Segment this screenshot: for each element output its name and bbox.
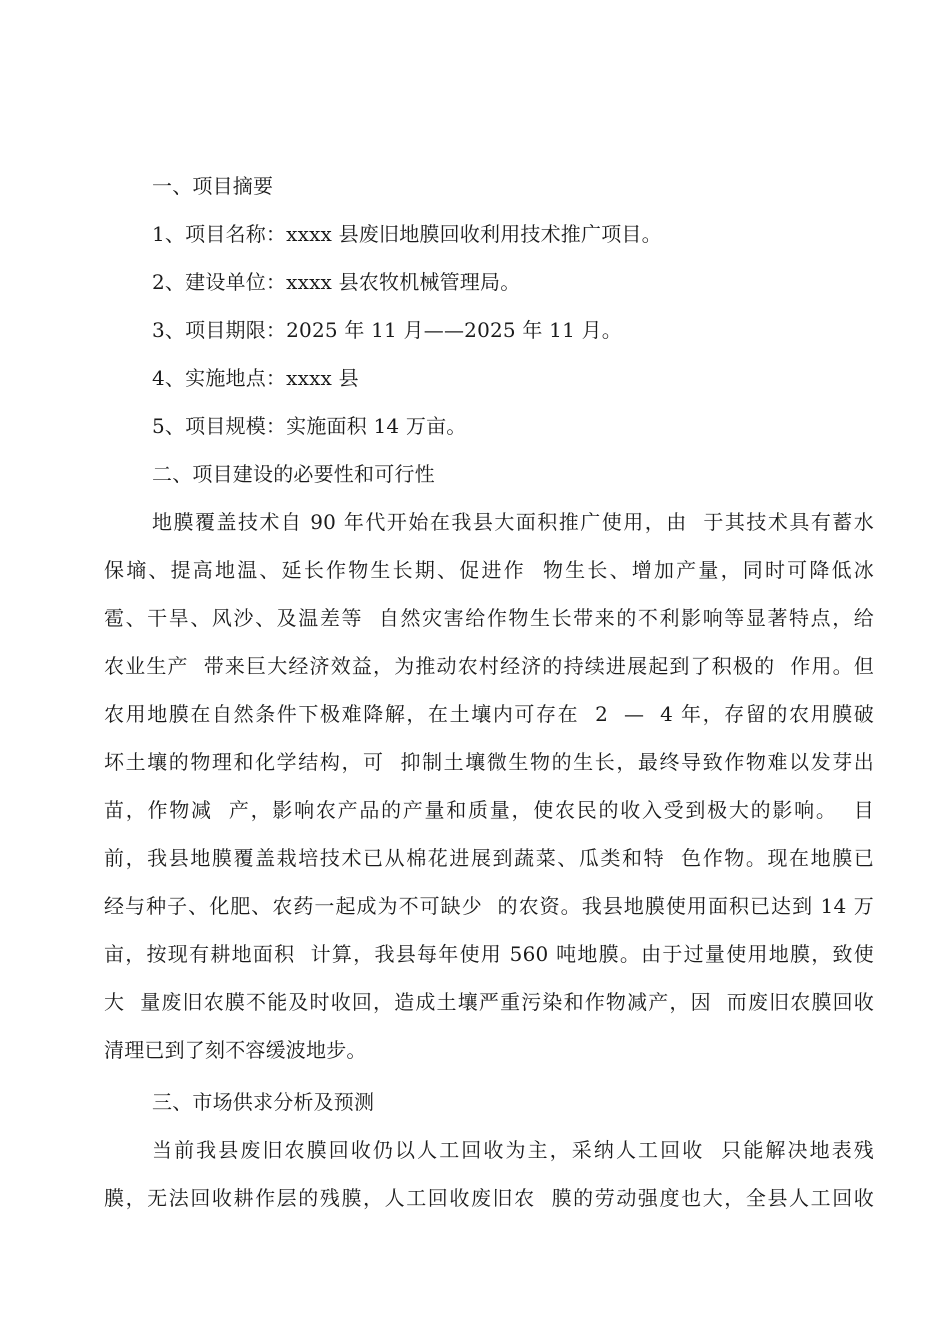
summary-item-project-name: 1、项目名称：xxxx 县废旧地膜回收利用技术推广项目。 (152, 222, 662, 246)
section-heading-market: 三、市场供求分析及预测 (152, 1090, 375, 1114)
paragraph-line: 农业生产 带来巨大经济效益，为推动农村经济的持续进展起到了积极的 作用。但 (104, 654, 874, 678)
summary-item-builder: 2、建设单位：xxxx 县农牧机械管理局。 (152, 270, 521, 294)
paragraph-line: 膜，无法回收耕作层的残膜，人工回收废旧农 膜的劳动强度也大，全县人工回收 (104, 1186, 874, 1210)
section-heading-necessity: 二、项目建设的必要性和可行性 (152, 462, 435, 486)
paragraph-line: 前，我县地膜覆盖栽培技术已从棉花进展到蔬菜、瓜类和特 色作物。现在地膜已 (104, 846, 874, 870)
section-heading-summary: 一、项目摘要 (152, 174, 274, 198)
summary-item-period: 3、项目期限：2025 年 11 月——2025 年 11 月。 (152, 318, 622, 342)
summary-item-scale: 5、项目规模：实施面积 14 万亩。 (152, 414, 467, 438)
paragraph-line: 坏土壤的物理和化学结构，可 抑制土壤微生物的生长，最终导致作物难以发芽出 (104, 750, 874, 774)
summary-item-location: 4、实施地点：xxxx 县 (152, 366, 359, 390)
paragraph-line: 雹、干旱、风沙、及温差等 自然灾害给作物生长带来的不利影响等显著特点，给 (104, 606, 874, 630)
paragraph-line: 保墒、提高地温、延长作物生长期、促进作 物生长、增加产量，同时可降低冰 (104, 558, 874, 582)
paragraph-line: 亩，按现有耕地面积 计算，我县每年使用 560 吨地膜。由于过量使用地膜，致使 (104, 942, 874, 966)
paragraph-line: 经与种子、化肥、农药一起成为不可缺少 的农资。我县地膜使用面积已达到 14 万 (104, 894, 874, 918)
paragraph-line: 地膜覆盖技术自 90 年代开始在我县大面积推广使用，由 于其技术具有蓄水 (152, 510, 874, 534)
paragraph-line: 大 量废旧农膜不能及时收回，造成土壤严重污染和作物减产，因 而废旧农膜回收 (104, 990, 874, 1014)
paragraph-line-last: 清理已到了刻不容缓波地步。 (104, 1038, 367, 1062)
paragraph-line: 当前我县废旧农膜回收仍以人工回收为主，采纳人工回收 只能解决地表残 (152, 1138, 874, 1162)
paragraph-line: 苗，作物减 产，影响农产品的产量和质量，使农民的收入受到极大的影响。 目 (104, 798, 874, 822)
paragraph-line: 农用地膜在自然条件下极难降解，在土壤内可存在 2 — 4 年，存留的农用膜破 (104, 702, 874, 726)
